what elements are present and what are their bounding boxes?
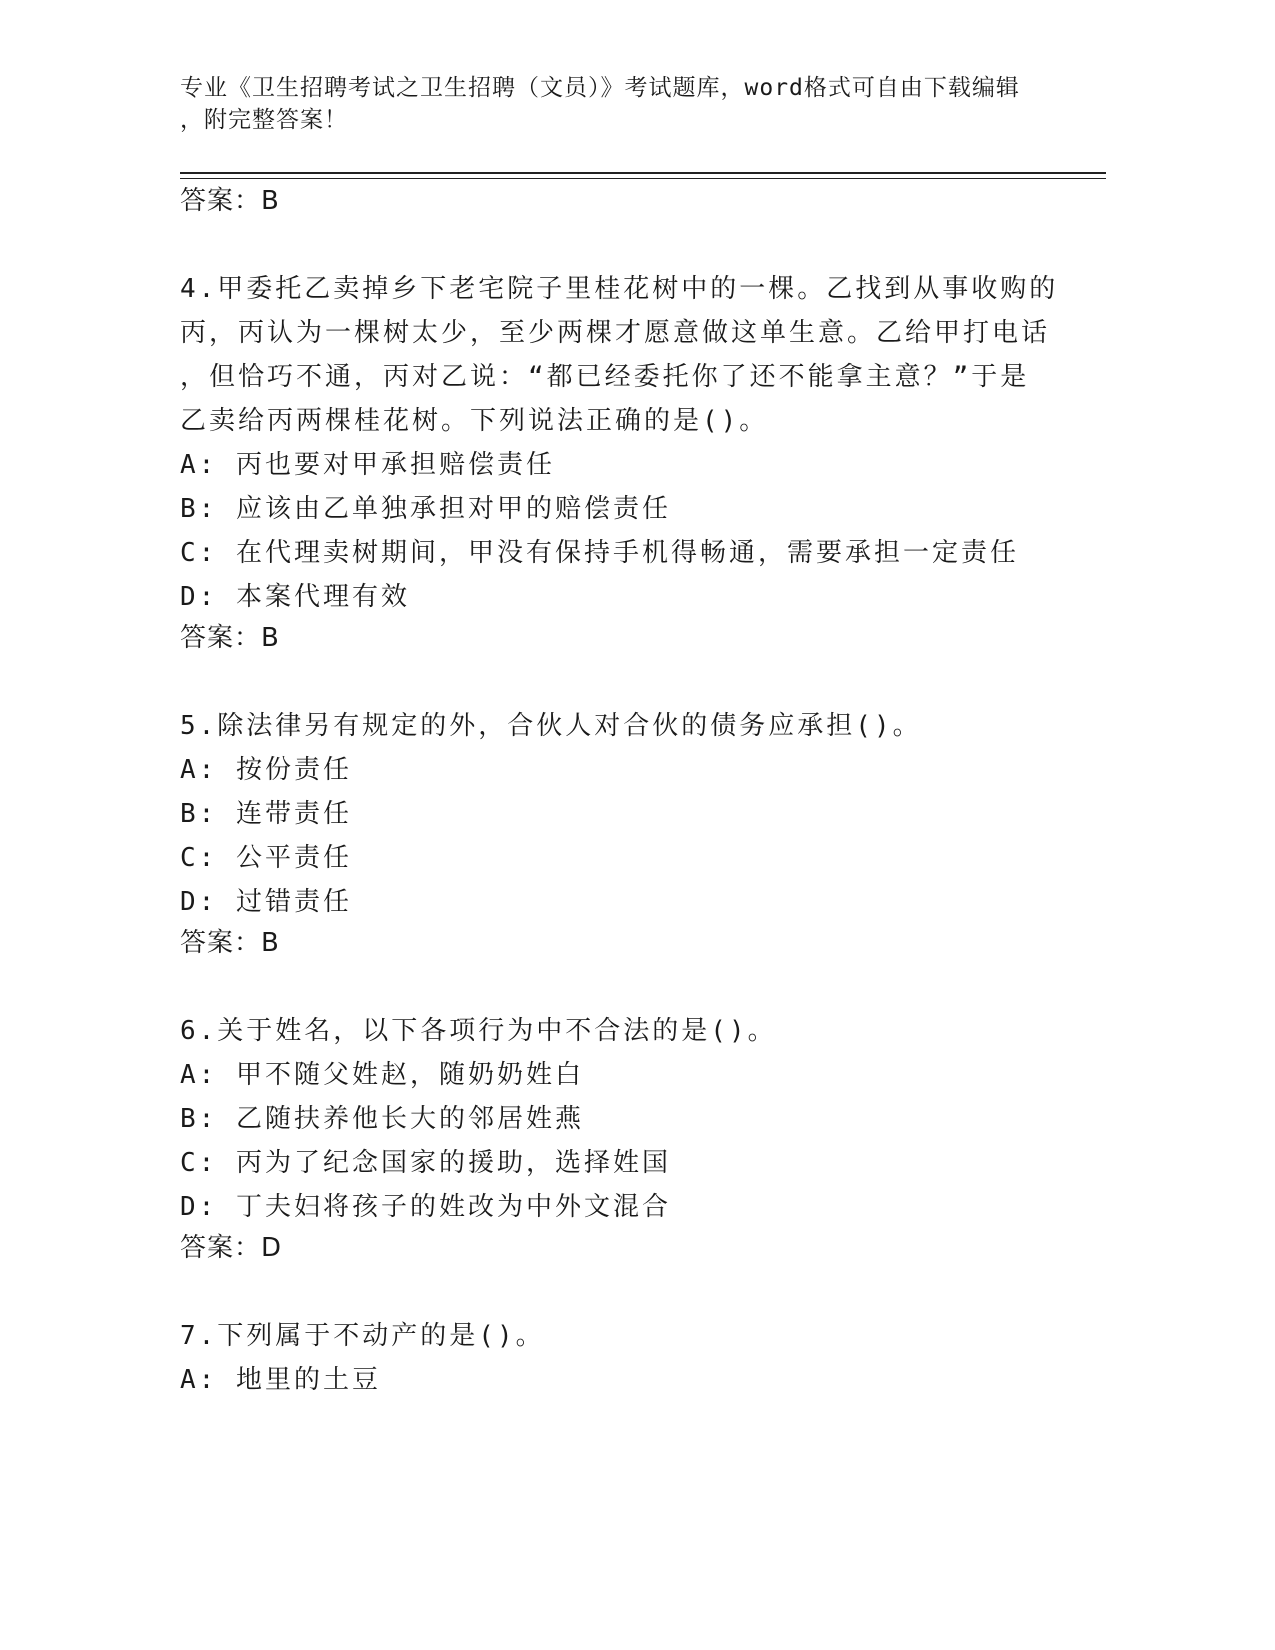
q4-option-d: D: 本案代理有效 <box>180 582 410 612</box>
q5-option-d: D: 过错责任 <box>180 887 352 917</box>
q5-option-a: A: 按份责任 <box>180 755 352 785</box>
q4-answer: 答案：B <box>180 623 280 653</box>
q5-option-b: B: 连带责任 <box>180 799 352 829</box>
header-divider-thick <box>180 172 1106 174</box>
q6-answer: 答案：D <box>180 1233 283 1263</box>
q4-option-c: C: 在代理卖树期间，甲没有保持手机得畅通，需要承担一定责任 <box>180 538 1019 568</box>
q6-option-d: D: 丁夫妇将孩子的姓改为中外文混合 <box>180 1192 671 1222</box>
q4-text-line: 丙，丙认为一棵树太少，至少两棵才愿意做这单生意。乙给甲打电话 <box>180 318 1051 348</box>
q6-option-a: A: 甲不随父姓赵，随奶奶姓白 <box>180 1060 584 1090</box>
q6-question: 6.关于姓名，以下各项行为中不合法的是()。 <box>180 1016 777 1046</box>
document-header <box>180 72 1110 136</box>
q4-option-b: B: 应该由乙单独承担对甲的赔偿责任 <box>180 494 671 524</box>
header-line-2: ，附完整答案！ <box>180 107 348 133</box>
header-divider-thin <box>180 178 1106 179</box>
q4-option-a: A: 丙也要对甲承担赔偿责任 <box>180 450 555 480</box>
q5-answer: 答案：B <box>180 928 280 958</box>
prev-answer: 答案：B <box>180 186 280 216</box>
q4-text-line: 乙卖给丙两棵桂花树。下列说法正确的是()。 <box>180 406 769 436</box>
q6-option-b: B: 乙随扶养他长大的邻居姓燕 <box>180 1104 584 1134</box>
q5-option-c: C: 公平责任 <box>180 843 352 873</box>
q7-option-a: A: 地里的土豆 <box>180 1365 381 1395</box>
q4-text-line: 4.甲委托乙卖掉乡下老宅院子里桂花树中的一棵。乙找到从事收购的 <box>180 274 1059 304</box>
q6-option-c: C: 丙为了纪念国家的援助，选择姓国 <box>180 1148 671 1178</box>
q5-question: 5.除法律另有规定的外，合伙人对合伙的债务应承担()。 <box>180 711 922 741</box>
header-line-1: 专业《卫生招聘考试之卫生招聘（文员）》考试题库，word格式可自由下载编辑 <box>180 75 1020 101</box>
q4-text-line: ，但恰巧不通，丙对乙说：“都已经委托你了还不能拿主意？”于是 <box>180 362 1030 392</box>
q7-question: 7.下列属于不动产的是()。 <box>180 1321 545 1351</box>
